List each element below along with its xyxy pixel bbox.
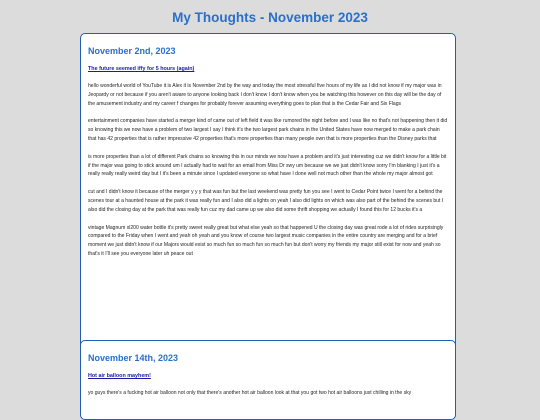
entry-paragraph: is more properties than a lot of different Park chains so knowing this in our minds we now have a problem and it's just interesting cuz we didn't know for a little bit if the major was going to stick around um I actually had to wait for an email from Miss Dr swy um because we we just didn't know sorry I'm blanking I just it's a really really really weird day but I it's been a minute since I updated everyone so what have I done well not much other than the whole my major almost got (88, 153, 447, 178)
page-title: My Thoughts - November 2023 (172, 10, 368, 25)
entry-date: November 2nd, 2023 (88, 46, 176, 56)
blog-entry (80, 340, 456, 420)
entry-paragraph: cut and I didn't know it because of the merger y y y that was fun but the last weekend was pretty fun you see I went to Cedar Point twice I went for a behind the scenes tour at a haunted house at the park it was really fun and I also did a lights on yeah I also did lights on which was also part of the behind the scenes but I also did the closing day at the park that was really fun cuz my dad came up we also did some thrift shopping we actually I found this for 12 bucks it's a (88, 189, 444, 213)
entry-paragraph: hello wonderful world of YouTube it is Alex it is November 2nd by the way and today the most stressful five hours of my life as I did not know if my major was in Jeopardy or not because if you aren't aware to anyone looking back I don't know I don't know when you be watching this however on this day will be the day of the amusement industry and my career f changes for probably forever assuming everything goes to plan that is the Cedar Fair and Six Flags (88, 83, 442, 107)
entry-paragraph: yo guys there's a fucking hot air balloon not only that there's another hot air balloon look at that you got two hot air balloons just chilling in the sky (88, 390, 412, 396)
entry-title-link[interactable]: Hot air balloon mayhem! (88, 373, 151, 379)
entry-paragraph: vintage Magnum xl200 water bottle it's pretty sweet really great but what else yeah so that happened U the closing day was great rode a lot of rides surprisingly compared to the Friday when I went and yeah oh yeah and you know of course two largest music companies in the entire country are merging and for a brief moment we just didn't know if our Majors would exist so much fun so much fun so much fun but don't worry my friends my major still exist for now and yeah so that's it I'll see you everyone later uh peace out (88, 224, 444, 257)
entry-paragraph: entertainment companies have started a merger kind of came out of left field it was like rumored the night before and I was like no that's not happening then it did so knowing this we now have a problem of two largest I say I think it's the two largest park chains in the United States have now merged to make a park chain that has 42 properties that is rather impressive 42 properties that's more properties than many people own that is more properties than the Disney parks that (88, 118, 448, 142)
entry-date: November 14th, 2023 (88, 353, 179, 363)
entry-title-link[interactable]: The future seemed iffy for 5 hours (again) (88, 66, 195, 72)
blog-entry (80, 33, 456, 386)
